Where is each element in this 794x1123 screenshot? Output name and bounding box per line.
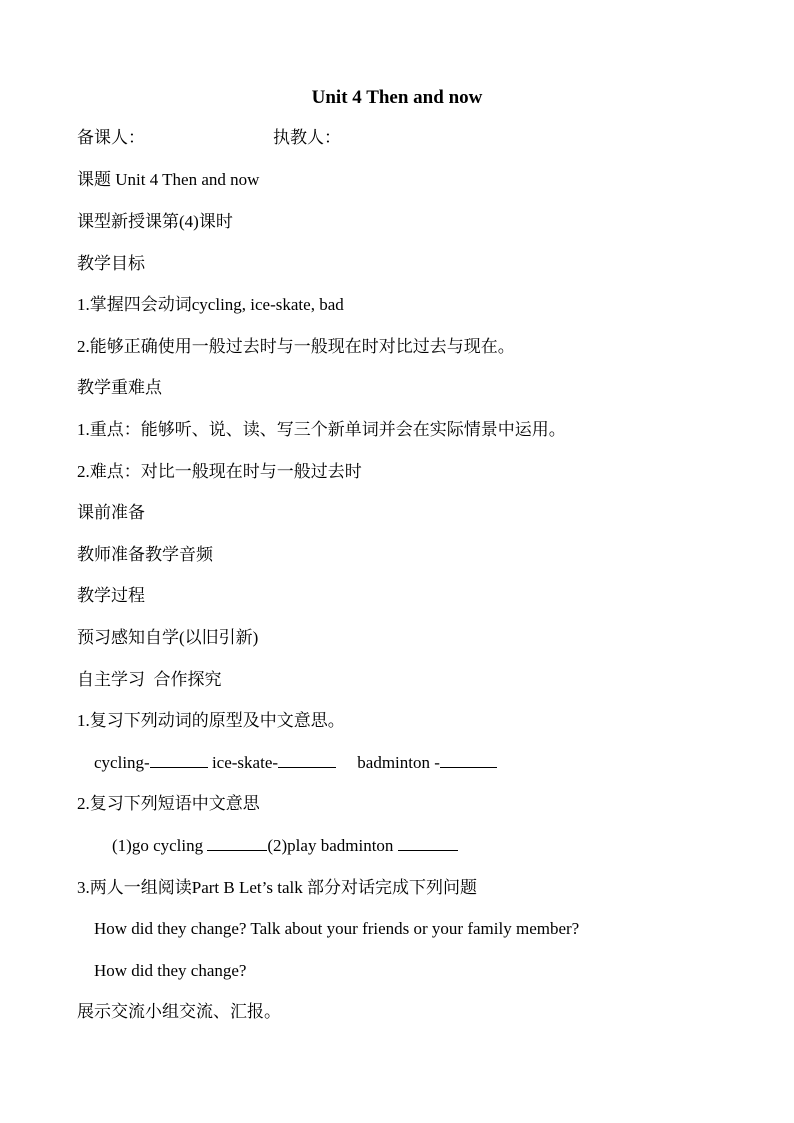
key-points-heading: 教学重难点 <box>77 378 162 397</box>
study-section: 自主学习 合作探究 <box>77 670 222 689</box>
task2-prompt: 2.复习下列短语中文意思 <box>77 794 260 813</box>
task3-question: How did they change? Talk about your friends or your family member? <box>94 919 580 938</box>
word-ice-skate: ice-skate- <box>211 753 279 772</box>
preparation-content: 教师准备教学音频 <box>77 545 213 564</box>
objective-item: 2.能够正确使用一般过去时与一般现在时对比过去与现在。 <box>77 337 515 356</box>
answer-blank <box>440 753 497 768</box>
teacher-label: 执教人： <box>273 128 341 147</box>
phrase-play-badminton: (2)play badminton <box>267 836 398 855</box>
preparer-label: 备课人： <box>77 128 145 147</box>
preparation-heading: 课前准备 <box>77 503 145 522</box>
word-cycling: cycling- <box>94 753 150 772</box>
task3-question: How did they change? <box>94 961 247 980</box>
report-section: 展示交流小组交流、汇报。 <box>77 1002 281 1021</box>
lesson-topic: 课题 Unit 4 Then and now <box>77 170 260 189</box>
task2-phrases <box>112 835 458 857</box>
key-point-item: 2.难点：对比一般现在时与一般过去时 <box>77 462 362 481</box>
page-title: Unit 4 Then and now <box>311 87 483 108</box>
answer-blank <box>278 753 336 768</box>
phrase-go-cycling: (1)go cycling <box>112 836 208 855</box>
answer-blank <box>398 836 458 851</box>
answer-blank <box>207 836 267 851</box>
process-heading: 教学过程 <box>77 586 145 605</box>
lesson-type: 课型新授课第(4)课时 <box>77 212 233 231</box>
task1-words <box>94 752 497 774</box>
answer-blank <box>150 753 208 768</box>
task1-prompt: 1.复习下列动词的原型及中文意思。 <box>77 711 345 730</box>
key-point-item: 1.重点：能够听、说、读、写三个新单词并会在实际情景中运用。 <box>77 420 566 439</box>
objectives-heading: 教学目标 <box>77 254 145 273</box>
task3-prompt: 3.两人一组阅读Part B Let’s talk 部分对话完成下列问题 <box>77 878 477 897</box>
objective-item: 1.掌握四会动词cycling, ice-skate, bad <box>77 295 344 314</box>
preview-section: 预习感知自学(以旧引新) <box>77 628 259 647</box>
word-badminton: badminton - <box>357 753 440 772</box>
